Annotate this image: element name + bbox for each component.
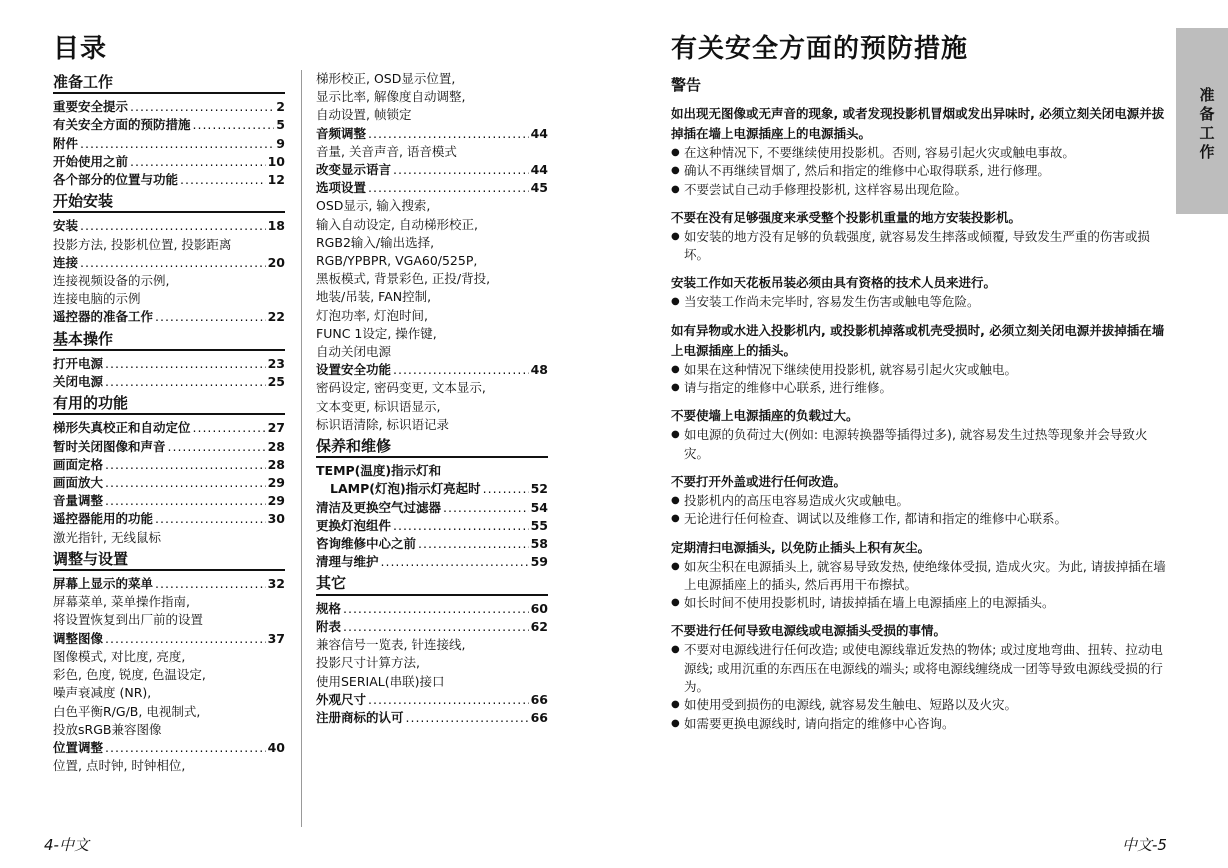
dot-leader [105, 373, 266, 391]
toc-entry-label: TEMP(温度)指示灯和 [316, 463, 442, 479]
warning-item-text: 如果在这种情况下继续使用投影机, 就容易引起火灾或触电。 [684, 361, 1017, 377]
dot-leader [105, 355, 266, 373]
toc-page-number: 52 [530, 481, 548, 497]
toc-entry [53, 98, 285, 116]
toc-section-heading: 其它 [316, 574, 548, 595]
toc-entry-label: 选项设置 [316, 180, 367, 196]
toc-entry [53, 116, 285, 134]
warning-block [671, 321, 1169, 398]
warning-title: 不要进行任何导致电源线或电源插头受损的事情。 [671, 623, 947, 639]
bullet-icon: ● [671, 382, 680, 394]
warning-title: 安装工作如天花板吊装必须由具有资格的技术人员来进行。 [671, 275, 997, 291]
toc-subtopics: 激光指针, 无线鼠标 [53, 529, 161, 545]
toc-page-number: 45 [530, 180, 548, 196]
warning-item-text: 如长时间不使用投影机时, 请拔掉插在墙上电源插座上的电源插头。 [684, 595, 1055, 611]
toc-subtopics: 梯形校正, OSD显示位置, [316, 71, 456, 86]
toc-entry [316, 125, 548, 143]
toc-entry-label: 附件 [53, 135, 79, 151]
toc-entry-label: 规格 [316, 600, 342, 616]
warning-item [671, 361, 1169, 379]
toc-subtopics: 彩色, 色度, 锐度, 色温设定, [53, 667, 206, 683]
warning-title: 如出现无图像或无声音的现象, 或者发现投影机冒烟或发出异味时, 必须立刻关闭电源并拔掉插在墙上电源插座上的电源插头。 [671, 106, 1165, 141]
warning-item [671, 715, 1169, 733]
toc-entry-label: 梯形失真校正和自动定位 [53, 420, 191, 436]
toc-page-number: 44 [530, 162, 548, 178]
dot-leader [368, 125, 529, 143]
dot-leader [80, 135, 274, 153]
dot-leader [105, 630, 266, 648]
warning-item-text: 如电源的负荷过大(例如: 电源转换器等插得过多), 就容易发生过热等现象并会导致火灾。 [684, 427, 1148, 461]
toc-entry [53, 510, 285, 528]
toc-page-number: 5 [276, 117, 285, 133]
toc-column-1 [53, 70, 285, 775]
warning-block [671, 621, 1169, 732]
toc-entry [316, 709, 548, 727]
dot-leader [105, 456, 266, 474]
warning-block [671, 273, 1169, 311]
warning-item [671, 293, 1169, 311]
toc-page-number: 10 [267, 153, 285, 169]
toc-entry [316, 691, 548, 709]
dot-leader [406, 709, 529, 727]
toc-subtopics: 投放sRGB兼容图像 [53, 721, 162, 737]
warning-item-text: 如需要更换电源线时, 请向指定的维修中心咨询。 [684, 715, 955, 731]
toc-entry-label: 外观尺寸 [316, 691, 367, 707]
dot-leader [393, 161, 529, 179]
toc-page-number: 54 [530, 499, 548, 515]
dot-leader [193, 116, 275, 134]
warning-item-text: 不要对电源线进行任何改造; 或使电源线靠近发热的物体; 或过度地弯曲、扭转、拉动电源线; 或用沉重的东西压在电源线的端头; 或将电源线缠绕成一团等导致电源线受损的行为。 [684, 642, 1163, 695]
warning-item [671, 594, 1169, 612]
toc-entry [316, 618, 548, 636]
toc-page-number: 29 [267, 493, 285, 509]
toc-subtopics: 白色平衡R/G/B, 电视制式, [53, 703, 201, 719]
warning-list [671, 104, 1169, 742]
toc-page-number: 9 [276, 135, 285, 151]
warning-item-text: 如使用受到损伤的电源线, 就容易发生触电、短路以及火灾。 [684, 697, 1017, 713]
toc-subtopics: 图像模式, 对比度, 亮度, [53, 648, 186, 664]
toc-entry [53, 419, 285, 437]
toc-page-number: 28 [267, 438, 285, 454]
warning-item-text: 投影机内的高压电容易造成火灾或触电。 [684, 492, 910, 508]
toc-entry-label: 调整图像 [53, 630, 104, 646]
toc-subtopics: 输入自动设定, 自动梯形校正, [316, 216, 478, 232]
dot-leader [368, 179, 529, 197]
warning-item [671, 696, 1169, 714]
toc-section-heading: 准备工作 [53, 73, 285, 94]
dot-leader [393, 517, 529, 535]
warning-block [671, 538, 1169, 613]
toc-page-number: 62 [530, 618, 548, 634]
toc-entry-label: 有关安全方面的预防措施 [53, 117, 191, 133]
warning-item [671, 228, 1169, 265]
toc-subtopics: 地装/吊装, FAN控制, [316, 289, 432, 305]
toc-subtopics: OSD显示, 输入搜索, [316, 198, 431, 214]
toc-column-2 [316, 70, 548, 727]
warning-title: 不要在没有足够强度来承受整个投影机重量的地方安装投影机。 [671, 209, 1022, 225]
dot-leader [343, 600, 529, 618]
toc-entry-label: 清理与维护 [316, 554, 379, 570]
warning-title: 不要使墙上电源插座的负载过大。 [671, 408, 859, 424]
warning-item [671, 641, 1169, 696]
toc-page-number: 29 [267, 475, 285, 491]
bullet-icon: ● [671, 165, 680, 177]
bullet-icon: ● [671, 597, 680, 609]
toc-subtopics: 灯泡功率, 灯泡时间, [316, 307, 428, 323]
dot-leader [443, 499, 529, 517]
toc-entry-label: 画面放大 [53, 475, 104, 491]
toc-entry [316, 480, 548, 498]
warning-item-text: 如安装的地方没有足够的负载强度, 就容易发生摔落或倾覆, 导致发生严重的伤害或损坏。 [684, 228, 1150, 263]
toc-page-number: 44 [530, 125, 548, 141]
toc-entry [53, 630, 285, 648]
warning-item [671, 144, 1169, 162]
toc-page-number: 48 [530, 362, 548, 378]
toc-title: 目录 [53, 34, 108, 64]
dot-leader [105, 492, 266, 510]
bullet-icon: ● [671, 296, 680, 308]
dot-leader [193, 419, 266, 437]
toc-entry [53, 355, 285, 373]
bullet-icon: ● [671, 513, 680, 525]
toc-subtopics: 位置, 点时钟, 时钟相位, [53, 758, 186, 774]
bullet-icon: ● [671, 494, 680, 506]
toc-entry [53, 254, 285, 272]
toc-subtopics: 投影尺寸计算方法, [316, 655, 420, 671]
toc-entry-label: 重要安全提示 [53, 99, 129, 115]
dot-leader [180, 171, 266, 189]
warning-block [671, 472, 1169, 529]
toc-entry-label: 遥控器的准备工作 [53, 309, 154, 325]
toc-entry-label: 位置调整 [53, 739, 104, 755]
toc-page-number: 58 [530, 536, 548, 552]
warning-item-text: 在这种情况下, 不要继续使用投影机。否则, 容易引起火灾或触电事故。 [684, 145, 1075, 160]
warning-item-text: 不要尝试自己动手修理投影机, 这样容易出现危险。 [684, 181, 967, 197]
toc-section-heading: 保养和维修 [316, 437, 548, 458]
warning-heading: 警告 [671, 76, 702, 94]
toc-entry [53, 739, 285, 757]
toc-entry-label: 开始使用之前 [53, 153, 129, 169]
toc-entry-label: 注册商标的认可 [316, 709, 404, 725]
toc-entry [316, 361, 548, 379]
toc-subtopics: 自动关闭电源 [316, 344, 392, 360]
bullet-icon: ● [671, 183, 680, 195]
warning-item [671, 162, 1169, 180]
toc-subtopics: 将设置恢复到出厂前的设置 [53, 612, 204, 628]
column-divider [301, 70, 302, 827]
toc-entry [53, 492, 285, 510]
dot-leader [343, 618, 529, 636]
dot-leader [155, 308, 266, 326]
warning-title: 不要打开外盖或进行任何改造。 [671, 473, 847, 489]
toc-page-number: 28 [267, 456, 285, 472]
warning-item-text: 无论进行任何检查、调试以及维修工作, 都请和指定的维修中心联系。 [684, 511, 1067, 527]
toc-page-number: 37 [267, 630, 285, 646]
section-tab-label: 准备工作 [1199, 86, 1215, 161]
warning-item-text: 如灰尘积在电源插头上, 就容易导致发热, 使绝缘体受损, 造成火灾。为此, 请拔掉插在墙上电源插座上的插头, 然后再用干布擦拭。 [684, 558, 1166, 592]
bullet-icon: ● [671, 717, 680, 729]
toc-subtopics: 密码设定, 密码变更, 文本显示, [316, 380, 486, 396]
page-title: 有关安全方面的预防措施 [671, 34, 969, 64]
toc-page-number: 20 [267, 254, 285, 270]
toc-subtopics: 噪声衰减度 (NR), [53, 685, 152, 701]
dot-leader [155, 510, 266, 528]
toc-subtopics: 标识语清除, 标识语记录 [316, 416, 449, 432]
bullet-icon: ● [671, 363, 680, 375]
toc-entry-label: 关闭电源 [53, 374, 104, 390]
toc-entry [53, 474, 285, 492]
toc-section-heading: 有用的功能 [53, 394, 285, 415]
toc-entry [316, 161, 548, 179]
dot-leader [418, 535, 529, 553]
bullet-icon: ● [671, 644, 680, 656]
toc-subtopics: 使用SERIAL(串联)接口 [316, 673, 445, 689]
dot-leader [368, 691, 529, 709]
toc-page-number: 27 [267, 420, 285, 436]
toc-entry-label: 屏幕上显示的菜单 [53, 576, 154, 592]
warning-item-text: 请与指定的维修中心联系, 进行维修。 [684, 380, 892, 396]
warning-title: 如有异物或水进入投影机内, 或投影机掉落或机壳受损时, 必须立刻关闭电源并拔掉插在墙上电源插座上的插头。 [671, 322, 1165, 358]
toc-section-heading: 基本操作 [53, 330, 285, 351]
toc-page-number: 66 [530, 709, 548, 725]
bullet-icon: ● [671, 560, 680, 572]
toc-subtopics: 连接电脑的示例 [53, 291, 141, 307]
warning-item [671, 426, 1169, 463]
dot-leader [130, 153, 266, 171]
dot-leader [168, 438, 266, 456]
dot-leader [105, 739, 266, 757]
right-page-number: 中文-5 [1122, 836, 1167, 854]
toc-entry-label: 安装 [53, 218, 79, 234]
toc-entry-label: 音量调整 [53, 493, 104, 509]
dot-leader [483, 480, 529, 498]
toc-entry-label: 改变显示语言 [316, 162, 392, 178]
toc-entry-label: 清洁及更换空气过滤器 [316, 499, 442, 515]
toc-entry-label: 更换灯泡组件 [316, 517, 392, 533]
toc-subtopics: RGB2输入/输出选择, [316, 234, 435, 250]
toc-entry [316, 517, 548, 535]
dot-leader [80, 217, 266, 235]
toc-section-heading: 调整与设置 [53, 550, 285, 571]
warning-item [671, 379, 1169, 397]
toc-entry [316, 179, 548, 197]
warning-item-text: 确认不再继续冒烟了, 然后和指定的维修中心取得联系, 进行修理。 [684, 163, 1050, 179]
toc-page-number: 66 [530, 691, 548, 707]
toc-entry [53, 135, 285, 153]
toc-page-number: 30 [267, 511, 285, 527]
warning-item [671, 510, 1169, 528]
toc-page-number: 18 [267, 218, 285, 234]
dot-leader [105, 474, 266, 492]
bullet-icon: ● [671, 230, 680, 242]
toc-entry [53, 153, 285, 171]
dot-leader [130, 98, 274, 116]
toc-entry-label: 暂时关闭图像和声音 [53, 438, 166, 454]
toc-subtopics: FUNC 1设定, 操作键, [316, 325, 437, 341]
warning-title: 定期清扫电源插头, 以免防止插头上积有灰尘。 [671, 539, 931, 555]
toc-subtopics: 兼容信号一览表, 针连接线, [316, 637, 466, 653]
toc-entry [53, 308, 285, 326]
toc-subtopics: 连接视频设备的示例, [53, 273, 170, 289]
toc-entry [53, 217, 285, 235]
section-tab [1176, 28, 1228, 214]
toc-page-number: 2 [276, 99, 285, 115]
toc-entry-label: 遥控器能用的功能 [53, 511, 154, 527]
bullet-icon: ● [671, 429, 680, 441]
toc-entry-label: 附表 [316, 618, 342, 634]
toc-subtopics: 黑板模式, 背景彩色, 正投/背投, [316, 271, 491, 287]
warning-item [671, 181, 1169, 199]
toc-entry [316, 535, 548, 553]
dot-leader [80, 254, 266, 272]
toc-page-number: 59 [530, 554, 548, 570]
toc-entry [316, 499, 548, 517]
warning-block [671, 406, 1169, 463]
bullet-icon: ● [671, 147, 680, 158]
toc-subtopics: 自动设置, 帧锁定 [316, 107, 412, 123]
toc-entry [53, 373, 285, 391]
toc-page-number: 40 [267, 739, 285, 755]
toc-entry-label: 各个部分的位置与功能 [53, 172, 179, 188]
warning-item [671, 558, 1169, 595]
toc-page-number: 60 [530, 600, 548, 616]
toc-section-heading: 开始安装 [53, 192, 285, 213]
toc-page-number: 25 [267, 374, 285, 390]
toc-entry [316, 600, 548, 618]
toc-entry [53, 438, 285, 456]
warning-block [671, 104, 1169, 199]
dot-leader [155, 575, 266, 593]
toc-page-number: 22 [267, 309, 285, 325]
toc-page-number: 12 [267, 172, 285, 188]
toc-entry-label: 音频调整 [316, 125, 367, 141]
toc-entry-label: 画面定格 [53, 456, 104, 472]
warning-item-text: 当安装工作尚未完毕时, 容易发生伤害或触电等危险。 [684, 294, 980, 310]
toc-entry-label: 连接 [53, 254, 79, 270]
toc-entry [53, 171, 285, 189]
toc-entry [53, 456, 285, 474]
dot-leader [381, 553, 529, 571]
toc-subtopics: 投影方法, 投影机位置, 投影距离 [53, 236, 232, 252]
toc-subtopics: 显示比率, 解像度自动调整, [316, 89, 466, 105]
toc-entry-label: 设置安全功能 [316, 362, 392, 378]
toc-page-number: 32 [267, 576, 285, 592]
toc-entry [316, 553, 548, 571]
toc-entry-label: 咨询维修中心之前 [316, 536, 417, 552]
toc-page-number: 55 [530, 517, 548, 533]
toc-subtopics: RGB/YPBPR, VGA60/525P, [316, 253, 478, 269]
toc-subtopics: 屏幕菜单, 菜单操作指南, [53, 594, 190, 610]
toc-subtopics: 音量, 关音声音, 语音模式 [316, 143, 457, 159]
bullet-icon: ● [671, 699, 680, 711]
toc-entry [53, 575, 285, 593]
left-page-number: 4-中文 [44, 836, 89, 854]
toc-page-number: 23 [267, 355, 285, 371]
dot-leader [393, 361, 529, 379]
toc-entry-label: 打开电源 [53, 355, 104, 371]
warning-item [671, 492, 1169, 510]
toc-subtopics: 文本变更, 标识语显示, [316, 398, 441, 414]
warning-block [671, 208, 1169, 265]
toc-entry-label: LAMP(灯泡)指示灯亮起时 [330, 481, 481, 497]
